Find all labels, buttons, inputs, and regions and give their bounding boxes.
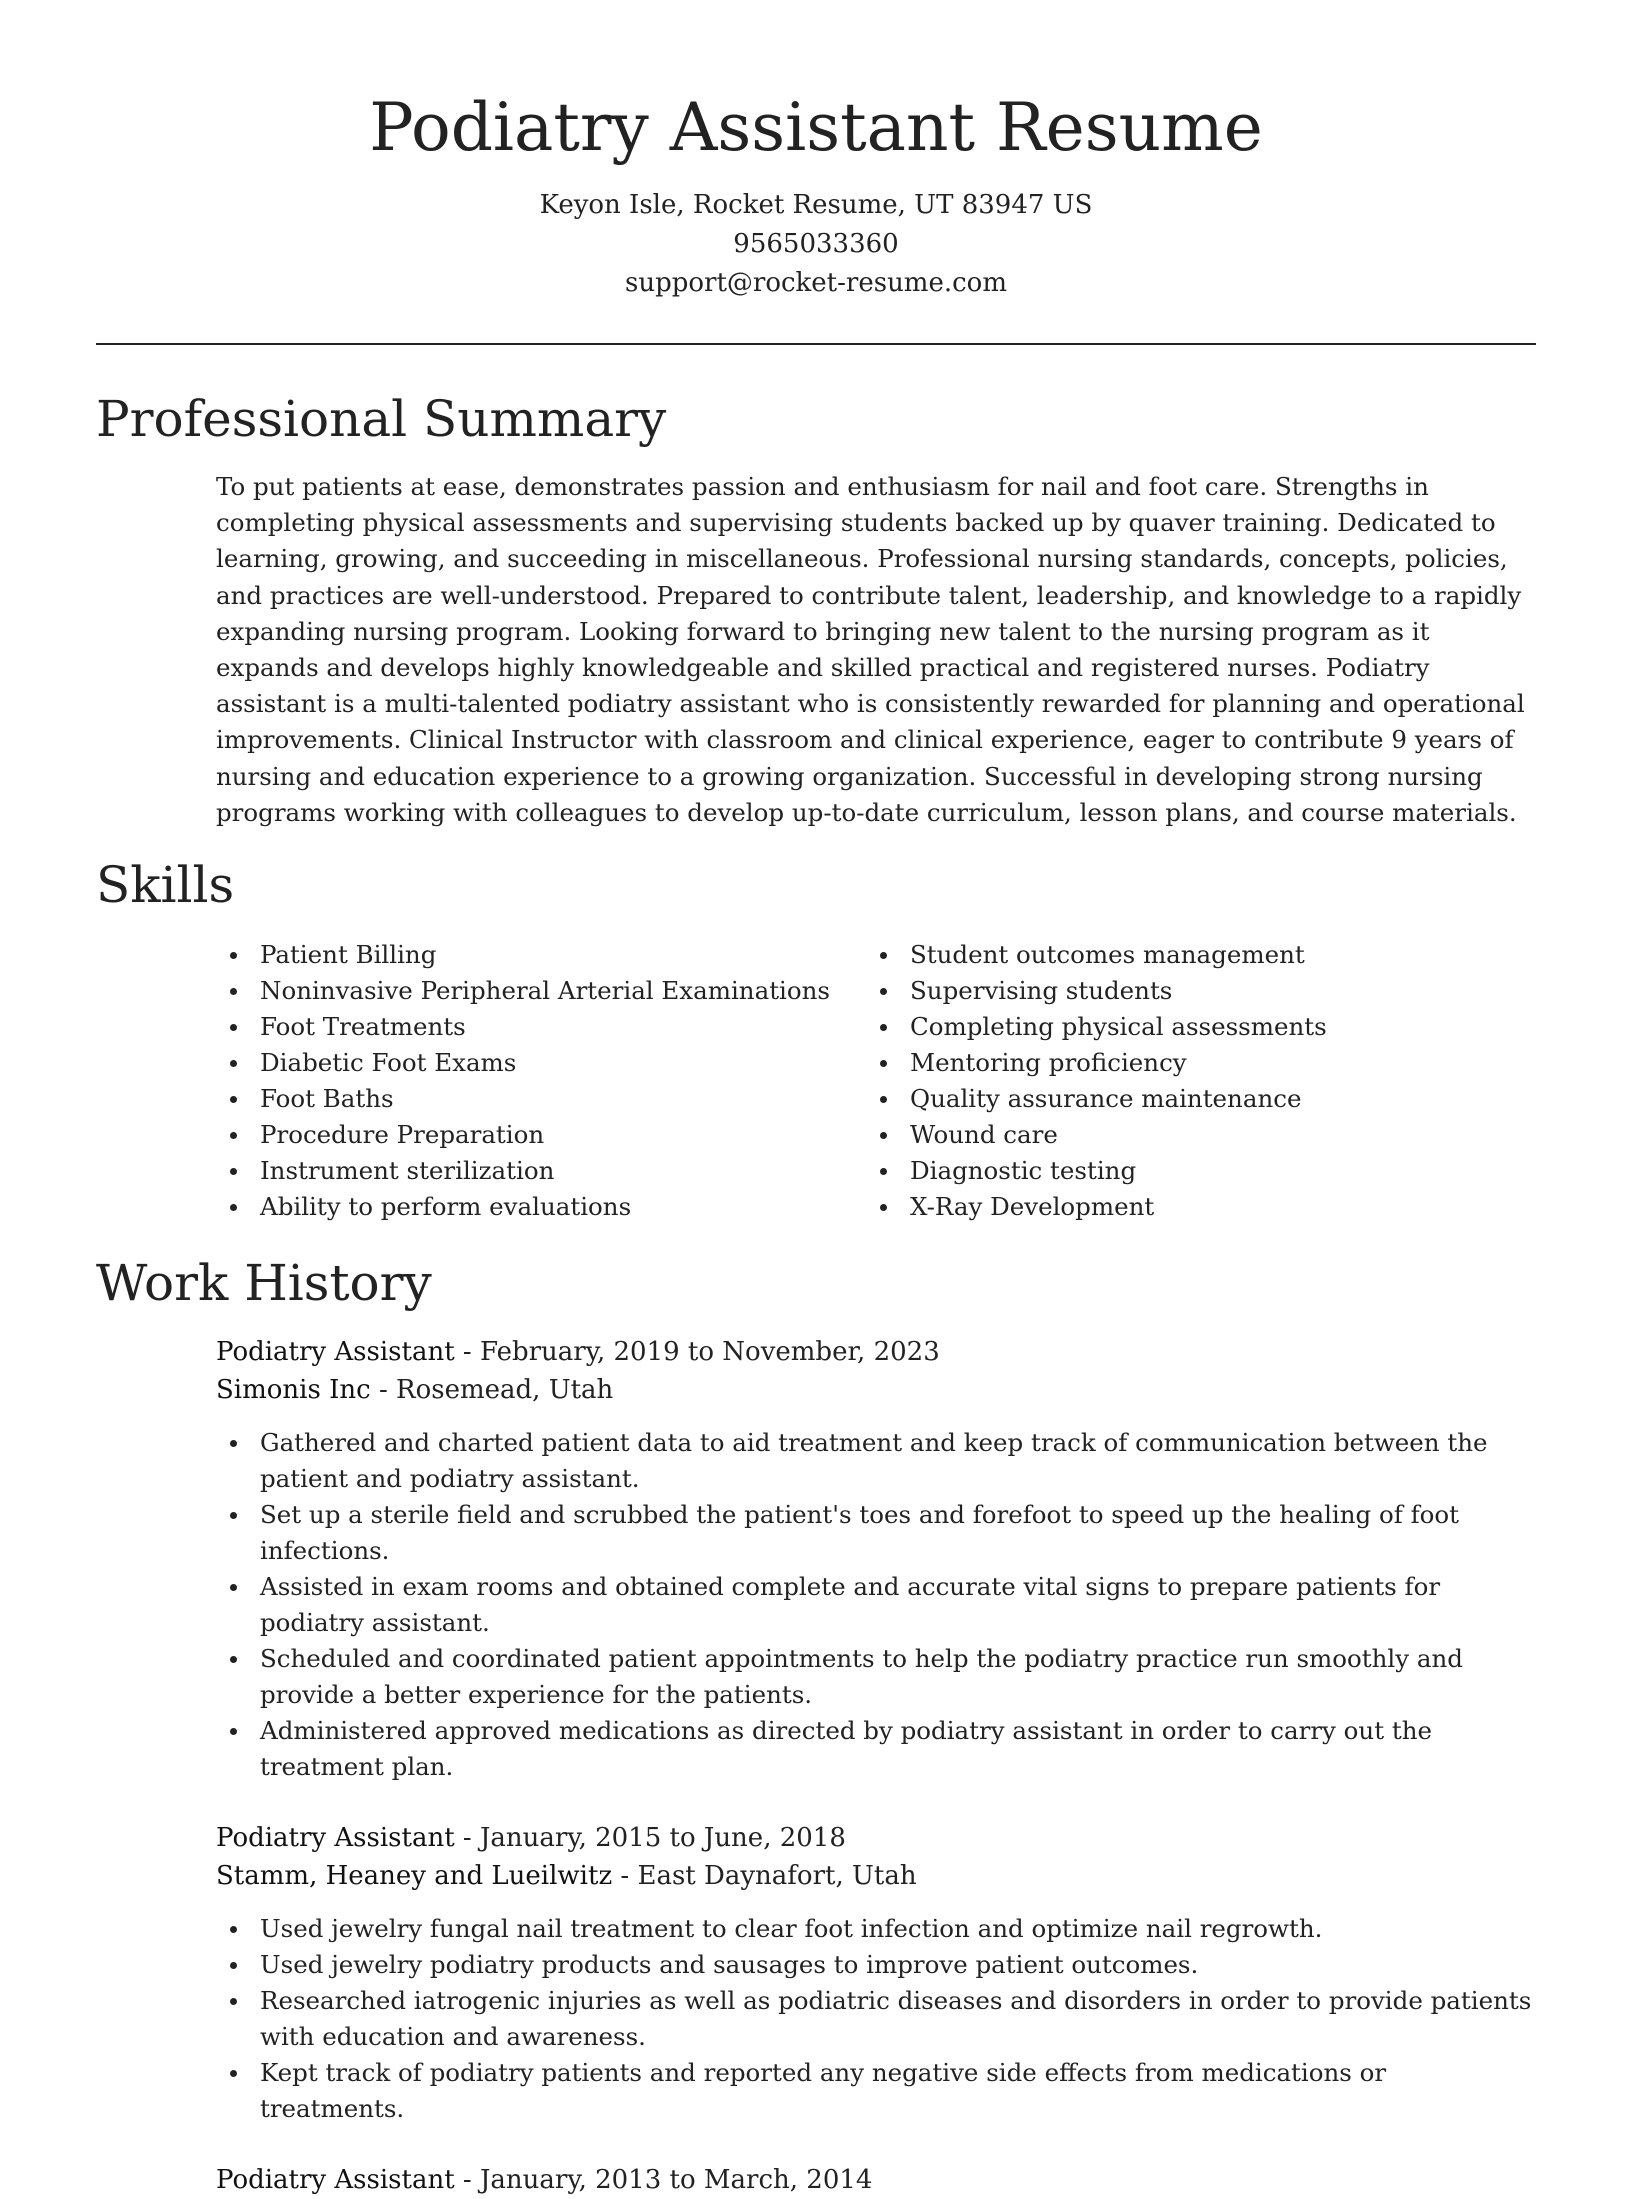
job-dates: January, 2013 to March, 2014: [479, 2165, 873, 2196]
duty-item: Set up a sterile field and scrubbed the patient's toes and forefoot to speed up the healing of foot infections.: [216, 1497, 1536, 1569]
skill-item: Supervising students: [866, 973, 1516, 1009]
job-entry-3: [96, 2161, 1536, 2199]
resume-title: Podiatry Assistant Resume: [369, 89, 1263, 166]
skill-item: Quality assurance maintenance: [866, 1081, 1516, 1117]
job-role: Podiatry Assistant: [216, 1337, 455, 1368]
job-location: Rosemead, Utah: [396, 1375, 614, 1406]
duty-item: Kept track of podiatry patients and reported any negative side effects from medications or treatments.: [216, 2055, 1536, 2127]
duty-item: Administered approved medications as directed by podiatry assistant in order to carry out the treatment plan.: [216, 1713, 1536, 1785]
duty-item: Used jewelry podiatry products and sausages to improve patient outcomes.: [216, 1947, 1536, 1983]
job-separator: -: [454, 1823, 480, 1854]
header-divider: [96, 343, 1536, 345]
duty-item: Assisted in exam rooms and obtained complete and accurate vital signs to prepare patients for podiatry assistant.: [216, 1569, 1536, 1641]
skill-item: Wound care: [866, 1117, 1516, 1153]
job-role: Podiatry Assistant: [216, 1823, 455, 1854]
job-company: Simonis Inc: [216, 1375, 371, 1406]
contact-block: [96, 186, 1536, 303]
skill-item: Foot Treatments: [216, 1009, 866, 1045]
job-separator: -: [370, 1375, 397, 1406]
job-title-line: [216, 1819, 1536, 1857]
skills-column-right: [866, 937, 1516, 1225]
skill-item: Foot Baths: [216, 1081, 866, 1117]
skills-column-left: [216, 937, 866, 1225]
summary-text: To put patients at ease, demonstrates passion and enthusiasm for nail and foot care. Strengths in completing physical assessments and supervising students backed up by quaver training. Dedicated to learning, growing, and succeeding in miscellaneous. Professional nursing standards, concepts, policies, and practices are well-understood. Prepared to contribute talent, leadership, and knowledge to a rapidly expanding nursing program. Looking forward to bringing new talent to the nursing program as it expands and develops highly knowledgeable and skilled practical and registered nurses. Podiatry assistant is a multi-talented podiatry assistant who is consistently rewarded for planning and operational improvements. Clinical Instructor with classroom and clinical experience, eager to contribute 9 years of nursing and education experience to a growing organization. Successful in developing strong nursing programs working with colleagues to develop up-to-date curriculum, lesson plans, and course materials.: [216, 472, 1525, 827]
job-company-line: [216, 1371, 1536, 1409]
skill-item: Mentoring proficiency: [866, 1045, 1516, 1081]
skill-item: Diagnostic testing: [866, 1153, 1516, 1189]
skill-item: Ability to perform evaluations: [216, 1189, 866, 1225]
contact-address: Keyon Isle, Rocket Resume, UT 83947 US: [539, 190, 1093, 220]
job-title-line: [216, 1333, 1536, 1371]
skill-item: Procedure Preparation: [216, 1117, 866, 1153]
resume-page: [96, 0, 1536, 2199]
job-role: Podiatry Assistant: [216, 2165, 455, 2196]
skill-item: Patient Billing: [216, 937, 866, 973]
resume-header: [96, 0, 1536, 303]
job-duties: [216, 1911, 1536, 2127]
job-title-line: [216, 2161, 1536, 2199]
duty-item: Used jewelry fungal nail treatment to clear foot infection and optimize nail regrowth.: [216, 1911, 1536, 1947]
skill-item: Diabetic Foot Exams: [216, 1045, 866, 1081]
job-entry-2: [96, 1819, 1536, 2127]
summary-heading: Professional Summary: [96, 390, 667, 448]
job-duties: [216, 1425, 1536, 1785]
skills-list: [96, 937, 1536, 1225]
skills-heading: Skills: [96, 856, 235, 915]
skill-item: Student outcomes management: [866, 937, 1516, 973]
job-company: Stamm, Heaney and Lueilwitz: [216, 1861, 613, 1892]
skill-item: Noninvasive Peripheral Arterial Examinations: [216, 973, 866, 1009]
contact-email: support@rocket-resume.com: [624, 268, 1007, 298]
contact-phone: 9565033360: [733, 229, 899, 259]
job-separator: -: [612, 1861, 638, 1892]
skill-item: Instrument sterilization: [216, 1153, 866, 1189]
duty-item: Scheduled and coordinated patient appointments to help the podiatry practice run smoothly and provide a better experience for the patients.: [216, 1641, 1536, 1713]
job-entry-1: [96, 1333, 1536, 1785]
job-dates: January, 2015 to June, 2018: [479, 1823, 846, 1854]
job-dates: February, 2019 to November, 2023: [479, 1337, 940, 1368]
job-location: East Daynafort, Utah: [637, 1861, 917, 1892]
skill-item: X-Ray Development: [866, 1189, 1516, 1225]
job-company-line: [216, 1857, 1536, 1895]
skill-item: Completing physical assessments: [866, 1009, 1516, 1045]
job-separator: -: [454, 1337, 480, 1368]
job-separator: -: [454, 2165, 480, 2196]
duty-item: Gathered and charted patient data to aid treatment and keep track of communication between the patient and podiatry assistant.: [216, 1425, 1536, 1497]
duty-item: Researched iatrogenic injuries as well as podiatric diseases and disorders in order to provide patients with education and awareness.: [216, 1983, 1536, 2055]
work-history-heading: Work History: [96, 1254, 432, 1313]
